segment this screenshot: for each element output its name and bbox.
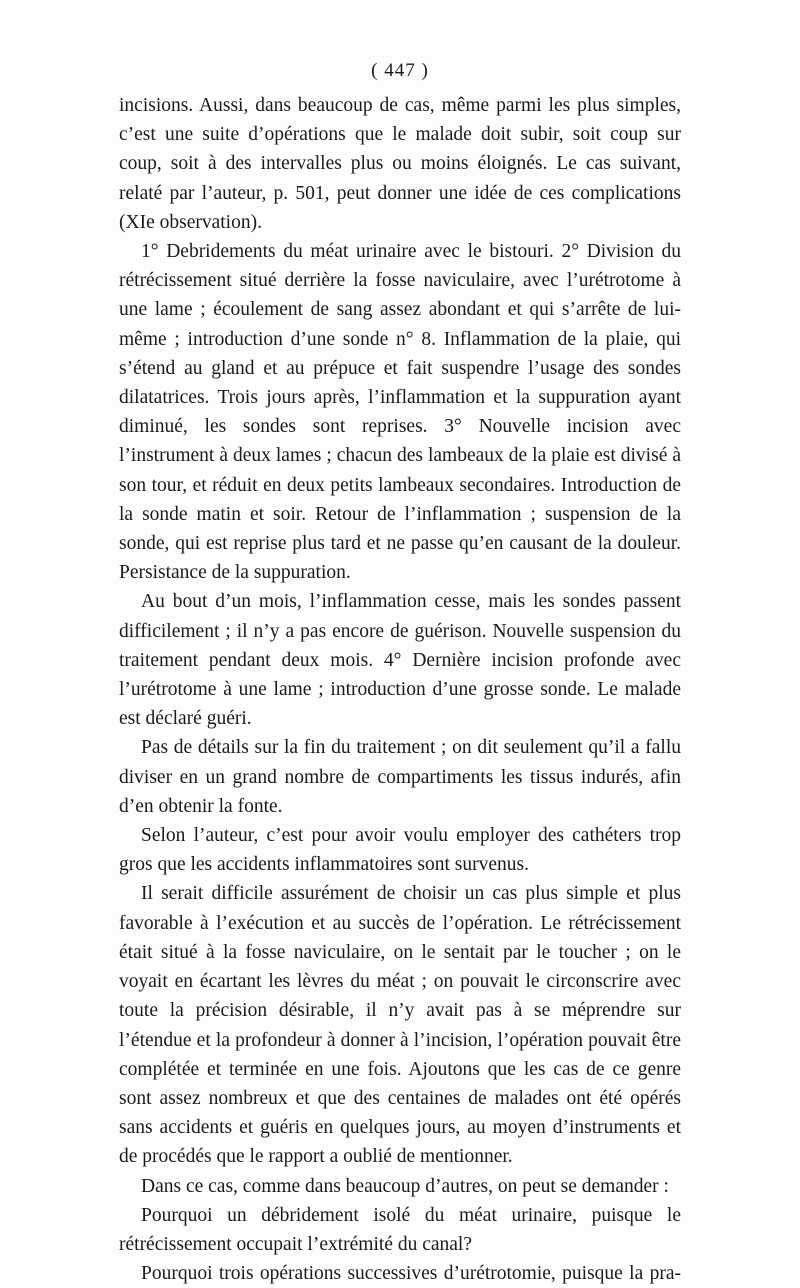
paragraph-one-month-later: Au bout d’un mois, l’inflammation cesse, mais les sondes passent difficilement ; il n’y a pas encore de guérison. Nouvelle suspension du traitement pendant deux mois. 4° Dernière incision profonde avec l’urétrotome à une lame ; introduction d’une grosse sonde. Le malade est déclaré guéri. — [119, 591, 681, 730]
paragraph-author-opinion: Selon l’auteur, c’est pour avoir voulu employer des cathéters trop gros que les accidents inflammatoires sont survenus. — [119, 825, 681, 876]
paragraph-analysis: Il serait difficile assurément de choisir un cas plus simple et plus favorable à l’exécution et au succès de l’opération. Le rétrécissement était situé à la fosse naviculaire, on le sentait par le toucher ; on le voyait en écartant les lèvres du méat ; on pouvait le circonscrire avec toute la précision désirable, il n’y avait pas à se méprendre sur l’étendue et la profondeur à donner à l’incision, l’opération pouvait être complétée et terminée en une fois. Ajoutons que les cas de ce genre sont assez nombreux et que des centaines de malades ont été opérés sans accidents et guéris en quelques jours, au moyen d’instruments et de procédés que le rapport a oublié de mentionner. — [119, 883, 681, 1168]
paragraph-question-two: Pourquoi trois opérations successives d’urétrotomie, puisque la pra- — [141, 1263, 681, 1285]
paragraph-end-of-treatment: Pas de détails sur la fin du traitement ; on dit seulement qu’il a fallu diviser en un grand nombre de compartiments les tissus indurés, afin d’en obtenir la fonte. — [119, 737, 681, 817]
page-number: ( 447 ) — [371, 60, 429, 81]
body-text — [119, 91, 681, 1288]
paragraph-procedure-steps: 1° Debridements du méat urinaire avec le bistouri. 2° Division du rétrécissement situé derrière la fosse naviculaire, avec l’urétrotome à une lame ; écoulement de sang assez abondant et qui s’arrête de lui-même ; introduction d’une sonde n° 8. Inflammation de la plaie, qui s’étend au gland et au prépuce et fait suspendre l’usage des sondes dilatatrices. Trois jours après, l’inflammation et la suppuration ayant diminué, les sondes sont reprises. 3° Nouvelle incision avec l’instrument à deux lames ; chacun des lambeaux de la plaie est divisé à son tour, et réduit en deux petits lambeaux secondaires. Introduction de la sonde matin et soir. Retour de l’inflammation ; suspension de la sonde, qui est reprise plus tard et ne passe qu’en causant de la douleur. Persistance de la suppuration. — [119, 241, 681, 584]
paragraph-question-intro: Dans ce cas, comme dans beaucoup d’autres, on peut se demander : — [141, 1175, 669, 1197]
paragraph-question-one: Pourquoi un débridement isolé du méat urinaire, puisque le rétrécissement occupait l’extrémité du canal? — [119, 1204, 681, 1255]
paragraph-continuation: incisions. Aussi, dans beaucoup de cas, même parmi les plus simples, c’est une suite d’opérations que le malade doit subir, soit coup sur coup, soit à des intervalles plus ou moins éloignés. Le cas suivant, relaté par l’auteur, p. 501, peut donner une idée de ces complications (XIe observation). — [119, 95, 681, 233]
